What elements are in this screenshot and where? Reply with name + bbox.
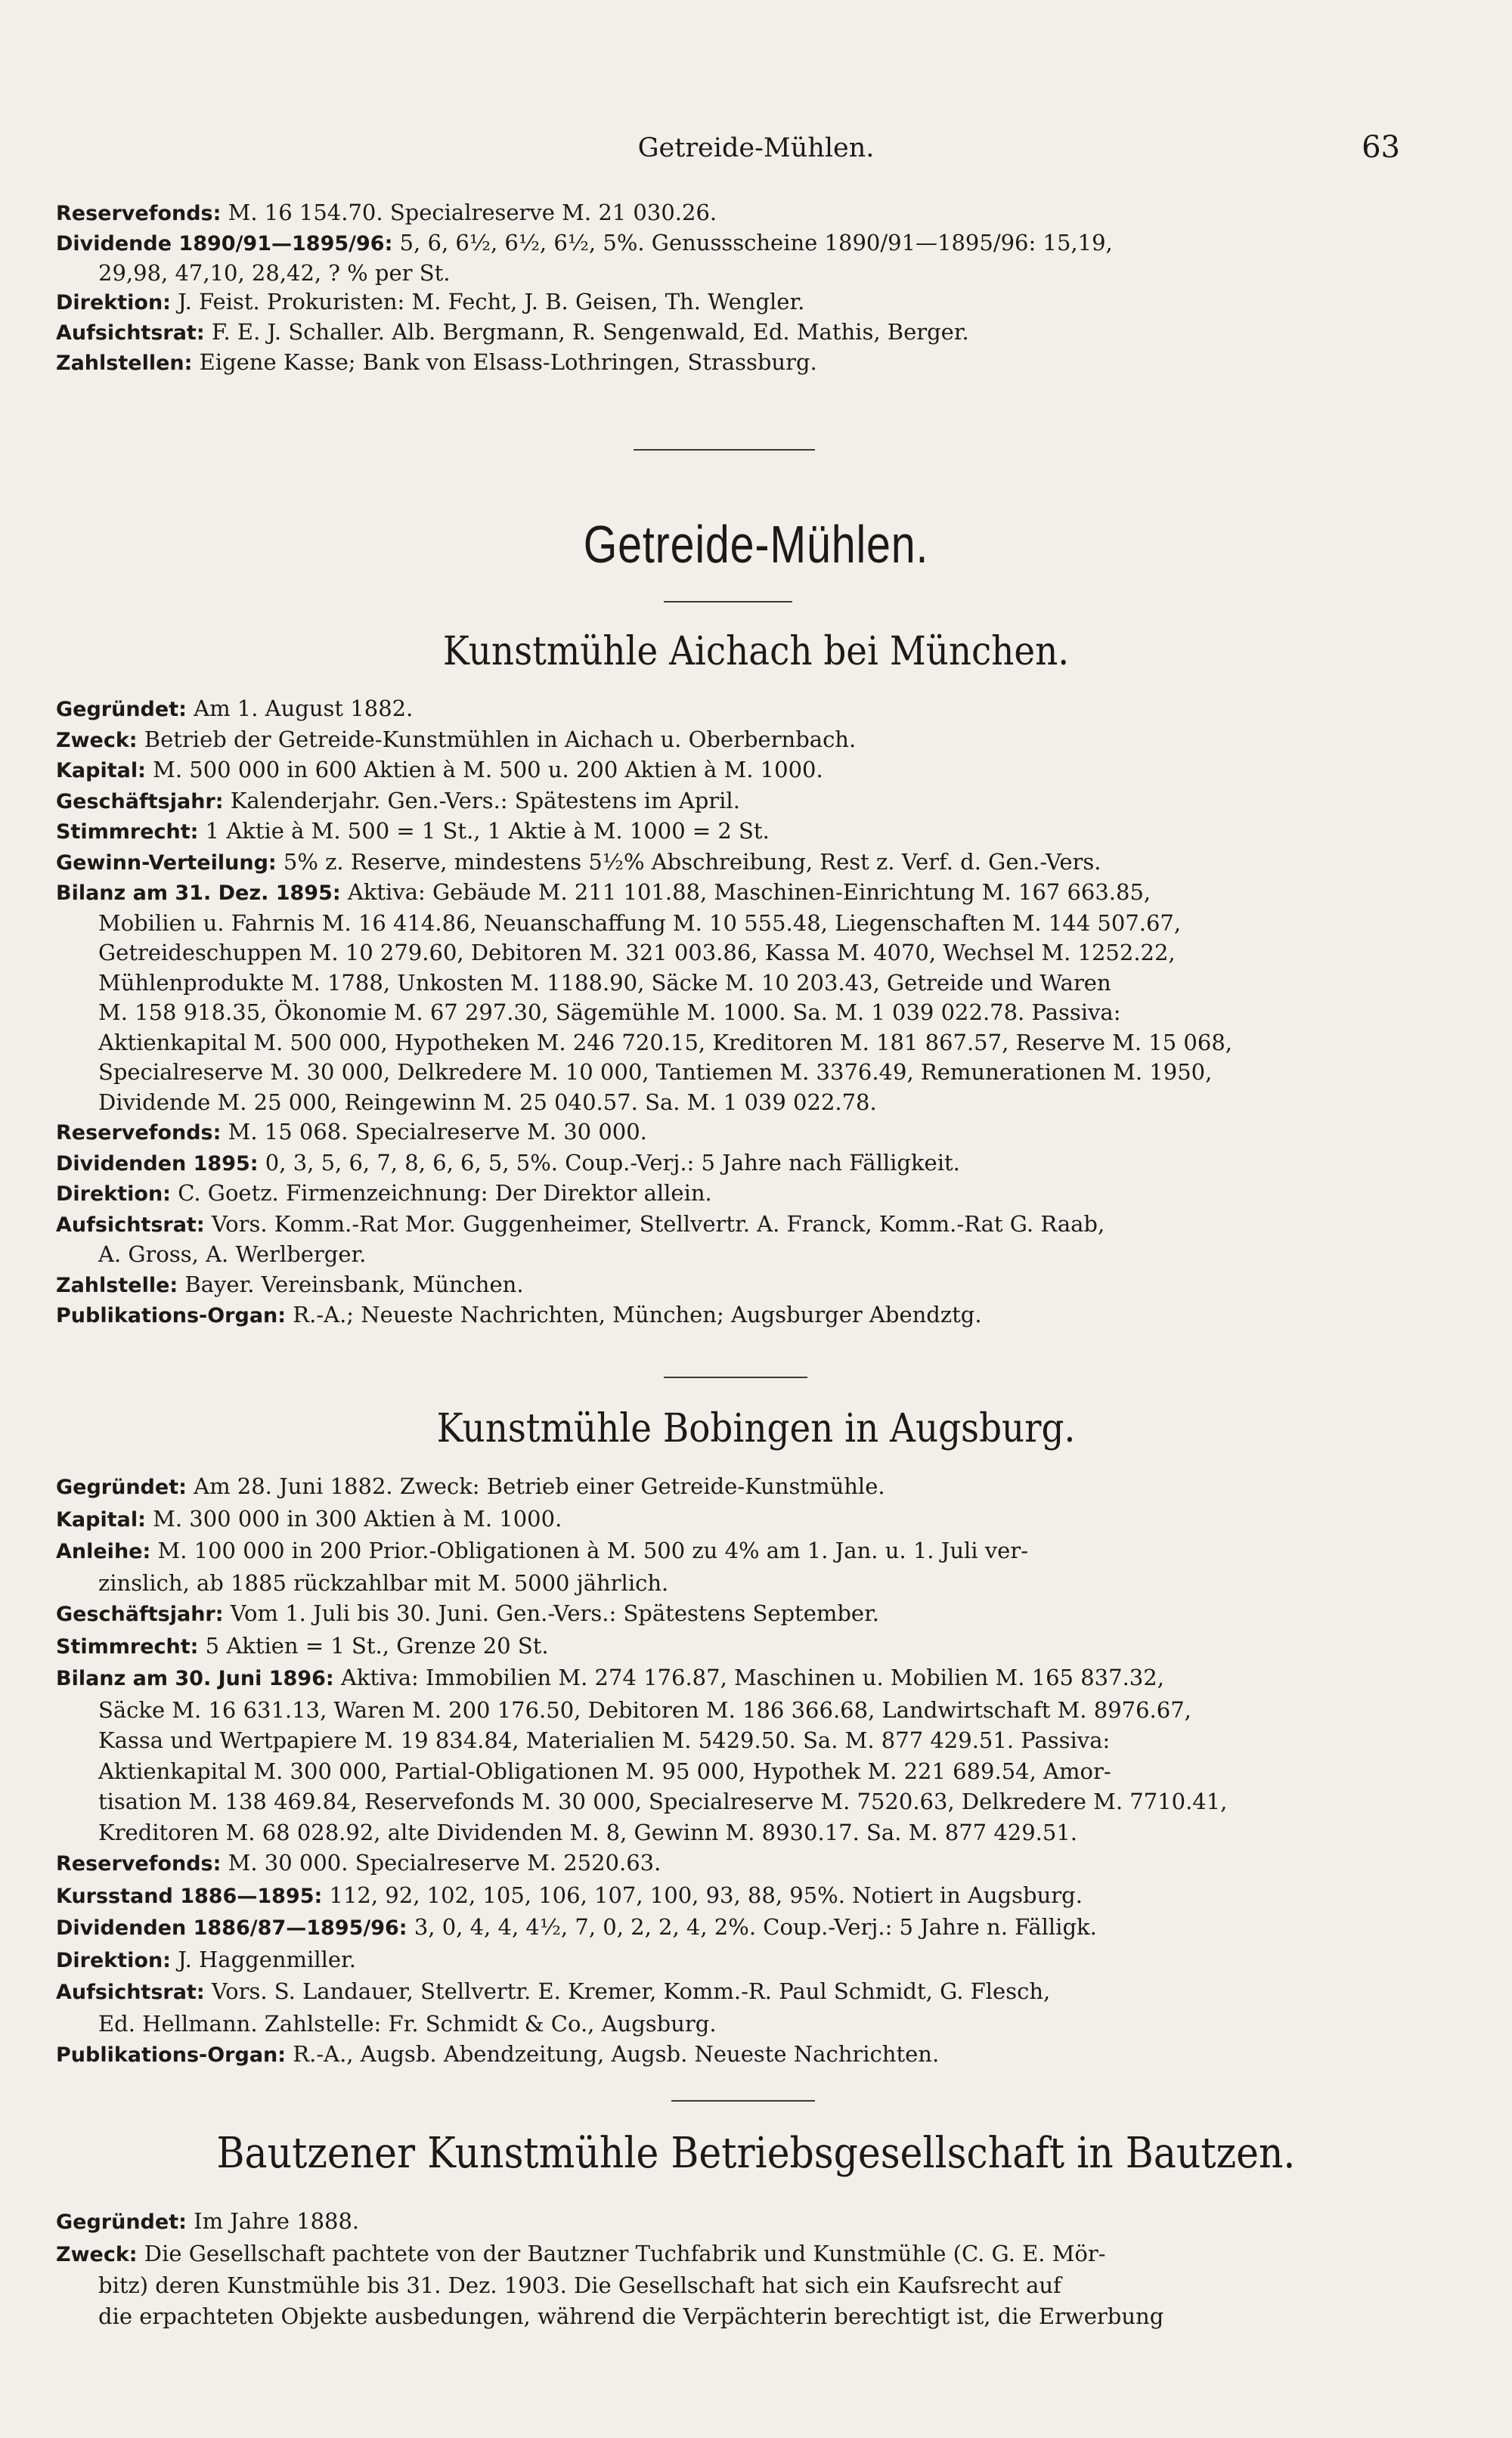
text-line <box>56 2206 1409 2238</box>
entry-text: 3, 0, 4, 4, 4½, 7, 0, 2, 2, 4, 2%. Coup.-Verj.: 5 Jahre n. Fälligk. <box>407 1914 1097 1940</box>
entry-text: Kalenderjahr. Gen.-Vers.: Spätestens im April. <box>223 787 740 813</box>
text-line <box>56 1912 1409 1944</box>
entry-text: Vom 1. Juli bis 30. Juni. Gen.-Vers.: Spätestens September. <box>223 1600 879 1626</box>
entry-label: Geschäftsjahr: <box>56 789 224 813</box>
text-line <box>56 1471 1409 1504</box>
rule <box>664 1377 807 1378</box>
entry-label: Stimmrecht: <box>56 820 199 844</box>
entry-text: R.-A., Augsb. Abendzeitung, Augsb. Neueste Nachrichten. <box>286 2041 940 2067</box>
text-line <box>56 786 1409 817</box>
entry-text: 5% z. Reserve, mindestens 5½% Abschreibung, Rest z. Verf. d. Gen.-Vers. <box>276 848 1101 875</box>
text-line <box>56 1058 1409 1088</box>
entry-text: tisation M. 138 469.84, Reservefonds M. 30 000, Specialreserve M. 7520.63, Delkredere M. 7710.41, <box>98 1789 1228 1814</box>
rule <box>664 601 792 603</box>
text-line <box>56 198 1409 228</box>
entry-text: Aktiva: Immobilien M. 274 176.87, Maschinen u. Mobilien M. 165 837.32, <box>333 1665 1164 1690</box>
text-line <box>56 1300 1409 1331</box>
entry-text: Aktienkapital M. 500 000, Hypotheken M. 246 720.15, Kreditoren M. 181 867.57, Reserve M. 15 068, <box>98 1029 1232 1055</box>
text-line <box>56 968 1409 999</box>
entry-text: F. E. J. Schaller. Alb. Bergmann, R. Sengenwald, Ed. Mathis, Berger. <box>204 319 969 345</box>
text-line <box>56 1725 1409 1756</box>
text-line <box>56 878 1409 909</box>
text-line <box>56 287 1409 318</box>
text-line <box>56 1270 1409 1301</box>
entry-label: Publikations-Organ: <box>56 1304 287 1327</box>
entry-text: Vors. Komm.-Rat Mor. Guggenheimer, Stellvertr. A. Franck, Komm.-Rat G. Raab, <box>204 1210 1105 1237</box>
entry-text: bitz) deren Kunstmühle bis 31. Dez. 1903. Die Gesellschaft hat sich ein Kaufsrecht auf <box>98 2272 1061 2298</box>
text-line <box>56 348 1409 378</box>
entry-text: Kreditoren M. 68 028.92, alte Dividenden M. 8, Gewinn M. 8930.17. Sa. M. 877 429.51. <box>98 1819 1078 1845</box>
rule <box>671 2100 815 2102</box>
entry-label: Gegründet: <box>56 698 187 721</box>
text-line <box>56 1695 1409 1726</box>
text-line <box>56 938 1409 968</box>
entry-label: Bilanz am 30. Juni 1896: <box>56 1667 334 1690</box>
entry-text: 5, 6, 6½, 6½, 6½, 5%. Genussscheine 1890/91—1895/96: 15,19, <box>392 230 1113 256</box>
entry-label: Gewinn-Verteilung: <box>56 850 277 875</box>
entry-text: Getreideschuppen M. 10 279.60, Debitoren M. 321 003.86, Kassa M. 4070, Wechsel M. 1252.22, <box>98 940 1176 965</box>
entry-text: Die Gesellschaft pachtete von der Bautzner Tuchfabrik und Kunstmühle (C. G. E. Mör- <box>137 2240 1106 2266</box>
text-line <box>56 2301 1409 2332</box>
entry-text: Mühlenprodukte M. 1788, Unkosten M. 1188.90, Säcke M. 10 203.43, Getreide und Waren <box>98 969 1111 996</box>
text-line <box>56 1210 1409 1241</box>
entry-text: Specialreserve M. 30 000, Delkredere M. 10 000, Tantiemen M. 3376.49, Remunerationen M. 1950, <box>98 1059 1213 1085</box>
entry-text: M. 100 000 in 200 Prior.-Obligationen à M. 500 zu 4% am 1. Jan. u. 1. Juli ver- <box>150 1538 1028 1563</box>
text-line <box>56 998 1409 1028</box>
text-line <box>56 1535 1409 1568</box>
company-title-aichach: Kunstmühle Aichach bei München. <box>442 629 1070 674</box>
text-line <box>56 1631 1409 1663</box>
entry-text: M. 30 000. Specialreserve M. 2520.63. <box>221 1850 662 1876</box>
entry-label: Reservefonds: <box>56 202 222 225</box>
text-line <box>56 1028 1409 1058</box>
entry-label: Geschäftsjahr: <box>56 1603 224 1626</box>
text-line <box>56 1504 1409 1536</box>
text-line <box>56 725 1409 756</box>
entry-text: Ed. Hellmann. Zahlstelle: Fr. Schmidt & Co., Augsburg. <box>98 2010 717 2037</box>
entry-text: C. Goetz. Firmenzeichnung: Der Direktor allein. <box>170 1180 712 1206</box>
entry-label: Reservefonds: <box>56 1121 222 1145</box>
entry-text: 1 Aktie à M. 500 = 1 St., 1 Aktie à M. 1000 = 2 St. <box>198 818 770 844</box>
entry-label: Dividenden 1886/87—1895/96: <box>56 1916 407 1940</box>
text-line <box>56 847 1409 878</box>
text-line <box>56 1117 1409 1148</box>
header-title: Getreide-Mühlen. <box>637 133 875 163</box>
company-bobingen <box>56 1471 1409 2071</box>
text-line <box>56 2009 1409 2040</box>
entry-text: Kassa und Wertpapiere M. 19 834.84, Materialien M. 5429.50. Sa. M. 877 429.51. Passiva: <box>98 1727 1111 1753</box>
entry-label: Publikations-Organ: <box>56 2043 287 2067</box>
entry-text: M. 15 068. Specialreserve M. 30 000. <box>221 1119 647 1145</box>
page-number: 63 <box>1362 130 1400 165</box>
entry-label: Direktion: <box>56 1182 171 1206</box>
entry-text: Bayer. Vereinsbank, München. <box>178 1271 524 1297</box>
text-line <box>56 1944 1409 1977</box>
entry-text: zinslich, ab 1885 rückzahlbar mit M. 5000 jährlich. <box>98 1569 669 1596</box>
entry-label: Aufsichtsrat: <box>56 1213 205 1237</box>
text-line <box>56 1976 1409 2009</box>
entry-text: 5 Aktien = 1 St., Grenze 20 St. <box>198 1632 549 1659</box>
entry-label: Gegründet: <box>56 2210 187 2234</box>
entry-label: Dividenden 1895: <box>56 1151 259 1176</box>
entry-text: M. 500 000 in 600 Aktien à M. 500 u. 200 Aktien à M. 1000. <box>145 757 823 782</box>
entry-text: Vors. S. Landauer, Stellvertr. E. Kremer, Komm.-R. Paul Schmidt, G. Flesch, <box>204 1978 1051 2004</box>
text-line <box>56 1817 1409 1848</box>
text-line <box>56 2270 1409 2301</box>
entry-label: Aufsichtsrat: <box>56 321 205 345</box>
text-line <box>56 1148 1409 1179</box>
section-title: Getreide-Mühlen. <box>583 515 929 574</box>
entry-label: Kapital: <box>56 759 146 782</box>
entry-label: Aufsichtsrat: <box>56 1981 205 2004</box>
text-line <box>56 1568 1409 1599</box>
entry-label: Kapital: <box>56 1507 146 1532</box>
text-line <box>56 2238 1409 2271</box>
text-line <box>56 1240 1409 1270</box>
text-line <box>56 1598 1409 1631</box>
entry-label: Anleihe: <box>56 1540 151 1563</box>
entry-text: Betrieb der Getreide-Kunstmühlen in Aichach u. Oberbernbach. <box>137 726 857 752</box>
entry-text: 112, 92, 102, 105, 106, 107, 100, 93, 88, 95%. Notiert in Augsburg. <box>322 1882 1083 1908</box>
entry-label: Direktion: <box>56 1948 171 1972</box>
entry-label: Kursstand 1886—1895: <box>56 1884 323 1908</box>
text-line <box>56 909 1409 939</box>
entry-text: Aktiva: Gebäude M. 211 101.88, Maschinen-Einrichtung M. 167 663.85, <box>340 879 1151 905</box>
entry-text: Am 28. Juni 1882. Zweck: Betrieb einer Getreide-Kunstmühle. <box>186 1473 885 1499</box>
text-line <box>56 1786 1409 1817</box>
entry-text: 29,98, 47,10, 28,42, ? % per St. <box>98 260 451 286</box>
text-line <box>56 259 1409 287</box>
company-bautzen <box>56 2206 1409 2331</box>
entry-text: J. Feist. Prokuristen: M. Fecht, J. B. Geisen, Th. Wengler. <box>170 289 805 314</box>
entry-text: M. 300 000 in 300 Aktien à M. 1000. <box>145 1505 562 1532</box>
text-line <box>56 1756 1409 1787</box>
entry-text: Eigene Kasse; Bank von Elsass-Lothringen, Strassburg. <box>192 349 817 375</box>
entry-label: Bilanz am 31. Dez. 1895: <box>56 881 341 905</box>
running-header <box>0 127 1512 172</box>
text-line <box>56 1880 1409 1913</box>
text-line <box>56 1848 1409 1880</box>
company-title-bobingen: Kunstmühle Bobingen in Augsburg. <box>436 1406 1076 1451</box>
rule <box>634 449 815 451</box>
entry-label: Gegründet: <box>56 1476 187 1499</box>
text-line <box>56 318 1409 348</box>
text-line <box>56 228 1409 259</box>
entry-text: Säcke M. 16 631.13, Waren M. 200 176.50, Debitoren M. 186 366.68, Landwirtschaft M. 8976.67, <box>98 1696 1191 1723</box>
entry-label: Zahlstellen: <box>56 352 193 375</box>
entry-text: Mobilien u. Fahrnis M. 16 414.86, Neuanschaffung M. 10 555.48, Liegenschaften M. 144 507.67, <box>98 909 1182 936</box>
entry-label: Dividende 1890/91—1895/96: <box>56 232 393 256</box>
entry-text: 0, 3, 5, 6, 7, 8, 6, 6, 5, 5%. Coup.-Verj.: 5 Jahre nach Fälligkeit. <box>258 1149 960 1176</box>
text-line <box>56 1088 1409 1118</box>
entry-text: A. Gross, A. Werlberger. <box>98 1241 367 1267</box>
text-line <box>56 2039 1409 2071</box>
text-line <box>56 816 1409 847</box>
entry-text: R.-A.; Neueste Nachrichten, München; Augsburger Abendztg. <box>286 1302 982 1327</box>
text-line <box>56 755 1409 786</box>
text-line <box>56 1179 1409 1210</box>
entry-text: J. Haggenmiller. <box>170 1946 356 1972</box>
entry-text: M. 16 154.70. Specialreserve M. 21 030.26. <box>221 200 717 225</box>
entry-text: Aktienkapital M. 300 000, Partial-Obligationen M. 95 000, Hypothek M. 221 689.54, Amor- <box>98 1758 1111 1784</box>
entry-text: M. 158 918.35, Ökonomie M. 67 297.30, Sägemühle M. 1000. Sa. M. 1 039 022.78. Passiva: <box>98 999 1121 1025</box>
company-aichach <box>56 694 1409 1331</box>
entry-text: die erpachteten Objekte ausbedungen, während die Verpächterin berechtigt ist, die Erwerbung <box>98 2303 1164 2329</box>
company-title-bautzen: Bautzener Kunstmühle Betriebsgesellschaft in Bautzen. <box>216 2129 1296 2178</box>
entry-label: Stimmrecht: <box>56 1634 199 1659</box>
entry-text: Am 1. August 1882. <box>186 695 414 721</box>
top-block <box>56 198 1409 378</box>
text-line <box>56 1662 1409 1695</box>
entry-text: Im Jahre 1888. <box>186 2208 360 2234</box>
entry-label: Reservefonds: <box>56 1852 222 1876</box>
text-line <box>56 694 1409 725</box>
entry-label: Zweck: <box>56 728 138 752</box>
entry-label: Zweck: <box>56 2242 138 2266</box>
entry-label: Zahlstelle: <box>56 1273 178 1297</box>
entry-label: Direktion: <box>56 291 171 314</box>
entry-text: Dividende M. 25 000, Reingewinn M. 25 040.57. Sa. M. 1 039 022.78. <box>98 1089 877 1115</box>
